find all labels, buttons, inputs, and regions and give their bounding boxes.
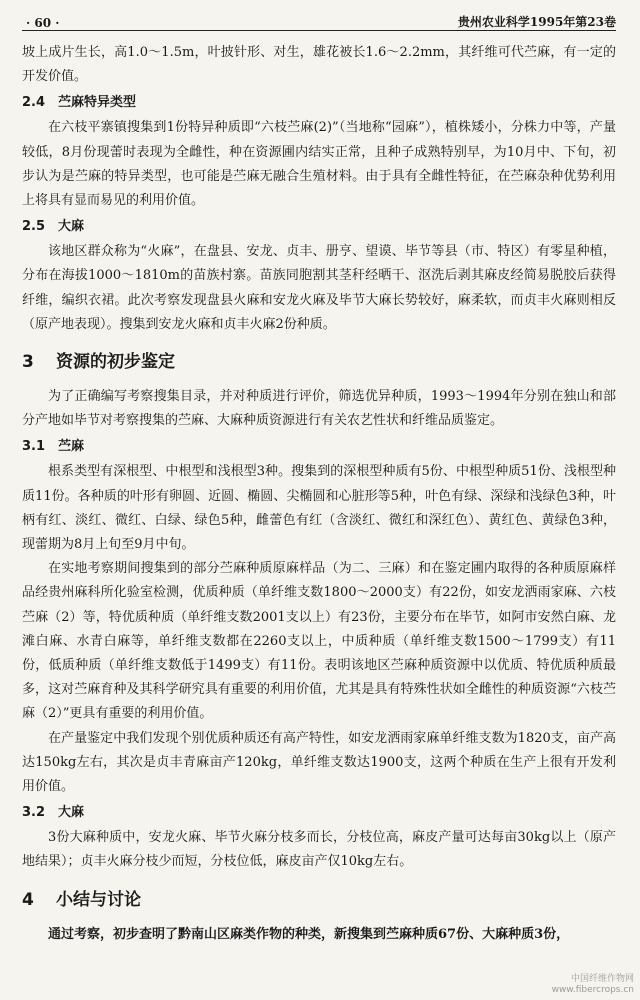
section-number: 2.5 [22,219,46,235]
section-number: 2.4 [22,95,46,111]
section-4-heading [22,887,616,913]
section-title: 苎麻 [58,439,85,455]
watermark-line-1: 中国纤维作物网 [570,974,634,984]
section-number: 3.2 [22,805,46,821]
paragraph-2-4: 在六枝平寨镇搜集到1份特异种质即“六枝苎麻(2)”（当地称“园麻”），植株矮小，分株力中等，产量较低，8月份现蕾时表现为全雌性，种在资源圃内结实正常，且种子成熟特别早，为10月中、下旬，初步认为是苎麻的特异类型，也可能是苎麻无融合生殖材料。由于具有全雌性特征，在苎麻杂种优势利用上将具有显而易见的利用价值。 [22,120,616,209]
section-title: 资源的初步鉴定 [56,352,175,373]
paragraph-3: 为了正确编写考察搜集目录，并对种质进行评价，筛选优异种质，1993～1994年分别在独山和部分产地如毕节对考察搜集的苎麻、大麻种质资源进行有关农艺性状和纤维品质鉴定。 [22,389,616,429]
site-watermark [552,974,634,996]
section-3-heading [22,349,616,375]
section-2-5-heading [22,216,616,238]
watermark-line-2: www.fibercrops.cn [551,985,634,995]
paragraph-4: 通过考察，初步查明了黔南山区麻类作物的种类，新搜集到苎麻种质67份、大麻种质3份， [48,926,570,942]
section-title: 小结与讨论 [56,889,141,910]
journal-title: 贵州农业科学1995年第23卷 [457,15,616,29]
paragraph-3-1-b: 在实地考察期间搜集到的部分苎麻种质原麻样品（为二、三麻）和在鉴定圃内取得的各种质原麻样品经贵州麻科所化验室检测，优质种质（单纤维支数1800～2000支）有22份，如安龙洒雨家麻、六枝苎麻（2）等，特优质种质（单纤维支数2001支以上）有23份，主要分布在毕节，如阿市安然白麻、龙滩白麻、水青白麻等，单纤维支数都在2260支以上，中质种质（单纤维支数1500～1799支）有11份，低质种质（单纤维支数低于1499支）有11份。表明该地区苎麻种质资源中以优质、特优质种质最多，这对苎麻育种及其科学研究具有重要的利用价值，尤其是具有特殊性状如全雌性的种质资源“六枝苎麻（2）”更具有重要的利用价值。 [22,561,616,722]
paragraph-3-2: 3份大麻种质中，安龙火麻、毕节火麻分枝多而长，分枝位高，麻皮产量可达每亩30kg以上（原产地结果）；贞丰火麻分枝少而短，分枝位低，麻皮亩产仅10kg左右。 [22,830,616,870]
section-number: 4 [22,889,34,910]
section-3-1-heading [22,436,616,458]
section-number: 3 [22,352,34,373]
page-number: · 60 · [26,16,60,30]
page-header [22,0,616,31]
section-2-4-heading [22,92,616,114]
section-title: 大麻 [58,219,85,235]
paragraph-3-1-a: 根系类型有深根型、中根型和浅根型3种。搜集到的深根型种质有5份、中根型种质51份、浅根型种质11份。各种质的叶形有卵圆、近圆、椭圆、尖椭圆和心脏形等5种，叶色有绿、深绿和浅绿色3种，叶柄有红、淡红、微红、白绿、绿色5种，雌蕾色有红（含淡红、微红和深红色）、黄红色、黄绿色3种，现蕾期为8月上旬至9月中旬。 [22,464,616,553]
section-title: 苎麻特异类型 [58,95,137,111]
paragraph-continued: 坡上成片生长，高1.0～1.5m，叶披针形、对生，雄花被长1.6～2.2mm，其纤维可代苎麻，有一定的开发价值。 [22,45,616,85]
section-number: 3.1 [22,439,46,455]
paragraph-3-1-c: 在产量鉴定中我们发现个别优质种质还有高产特性，如安龙洒雨家麻单纤维支数为1820支，亩产高达150kg左右，其次是贞丰青麻亩产120kg，单纤维支数达1900支，这两个种质在生产上很有开发利用价值。 [22,730,616,795]
section-3-2-heading [22,802,616,824]
paragraph-2-5: 该地区群众称为“火麻”，在盘县、安龙、贞丰、册亨、望谟、毕节等县（市、特区）有零星种植，分布在海拔1000～1810m的苗族村寨。苗族同胞割其茎秆经晒干、沤洗后剥其麻皮经简易脱胶后获得纤维，编织衣裙。此次考察发现盘县火麻和安龙火麻及毕节大麻长势较好，麻柔软，而贞丰火麻则相反（原产地表现）。搜集到安龙火麻和贞丰火麻2份种质。 [22,244,616,332]
section-title: 大麻 [58,805,85,821]
